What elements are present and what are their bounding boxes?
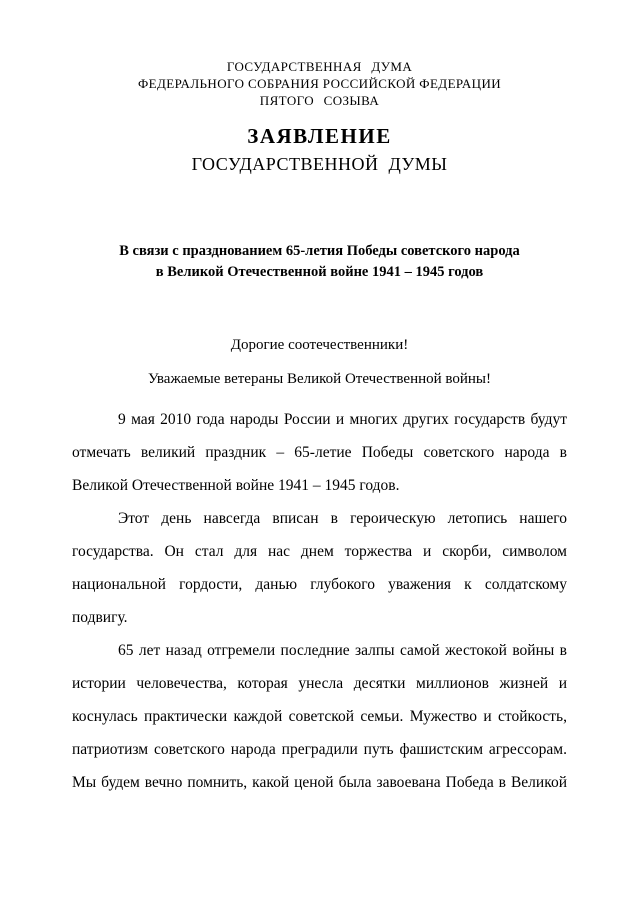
- subject-line-1: В связи с празднованием 65-летия Победы советского народа: [119, 243, 520, 259]
- salutation-citizens: Дорогие соотечественники!: [230, 337, 409, 353]
- document-body: [72, 403, 567, 799]
- salutation-veterans: Уважаемые ветераны Великой Отечественной войны!: [147, 371, 492, 387]
- document-subject: [72, 241, 567, 283]
- document-header: [72, 58, 567, 109]
- body-paragraph-3: 65 лет назад отгремели последние залпы самой жестокой войны в истории человечества, которая унесла десятки миллионов жизней и коснулась практически каждой советской семьи. Мужество и стойкость, патриотизм советского народа преградили путь фашистским агрессорам. Мы будем вечно помнить, какой ценой была завоевана Победа в Великой: [72, 642, 567, 791]
- title-authority: ГОСУДАРСТВЕННОЙ ДУМЫ: [191, 154, 448, 174]
- subject-line-2: в Великой Отечественной войне 1941 – 1945 годов: [155, 264, 484, 280]
- header-convocation: ПЯТОГО СОЗЫВА: [259, 93, 380, 108]
- body-paragraph-1: 9 мая 2010 года народы России и многих других государств будут отмечать великий праздник – 65-летие Победы советского народа в Великой Отечественной войне 1941 – 1945 годов.: [72, 411, 567, 494]
- header-assembly: ФЕДЕРАЛЬНОГО СОБРАНИЯ РОССИЙСКОЙ ФЕДЕРАЦИИ: [137, 76, 502, 91]
- header-institution: ГОСУДАРСТВЕННАЯ ДУМА: [226, 59, 413, 74]
- body-paragraph-2: Этот день навсегда вписан в героическую летопись нашего государства. Он стал для нас днем торжества и скорби, символом национальной гордости, данью глубокого уважения к солдатскому подвигу.: [72, 510, 567, 626]
- title-statement: ЗАЯВЛЕНИЕ: [247, 124, 392, 148]
- document-title: [72, 123, 567, 179]
- salutations-block: [72, 335, 567, 389]
